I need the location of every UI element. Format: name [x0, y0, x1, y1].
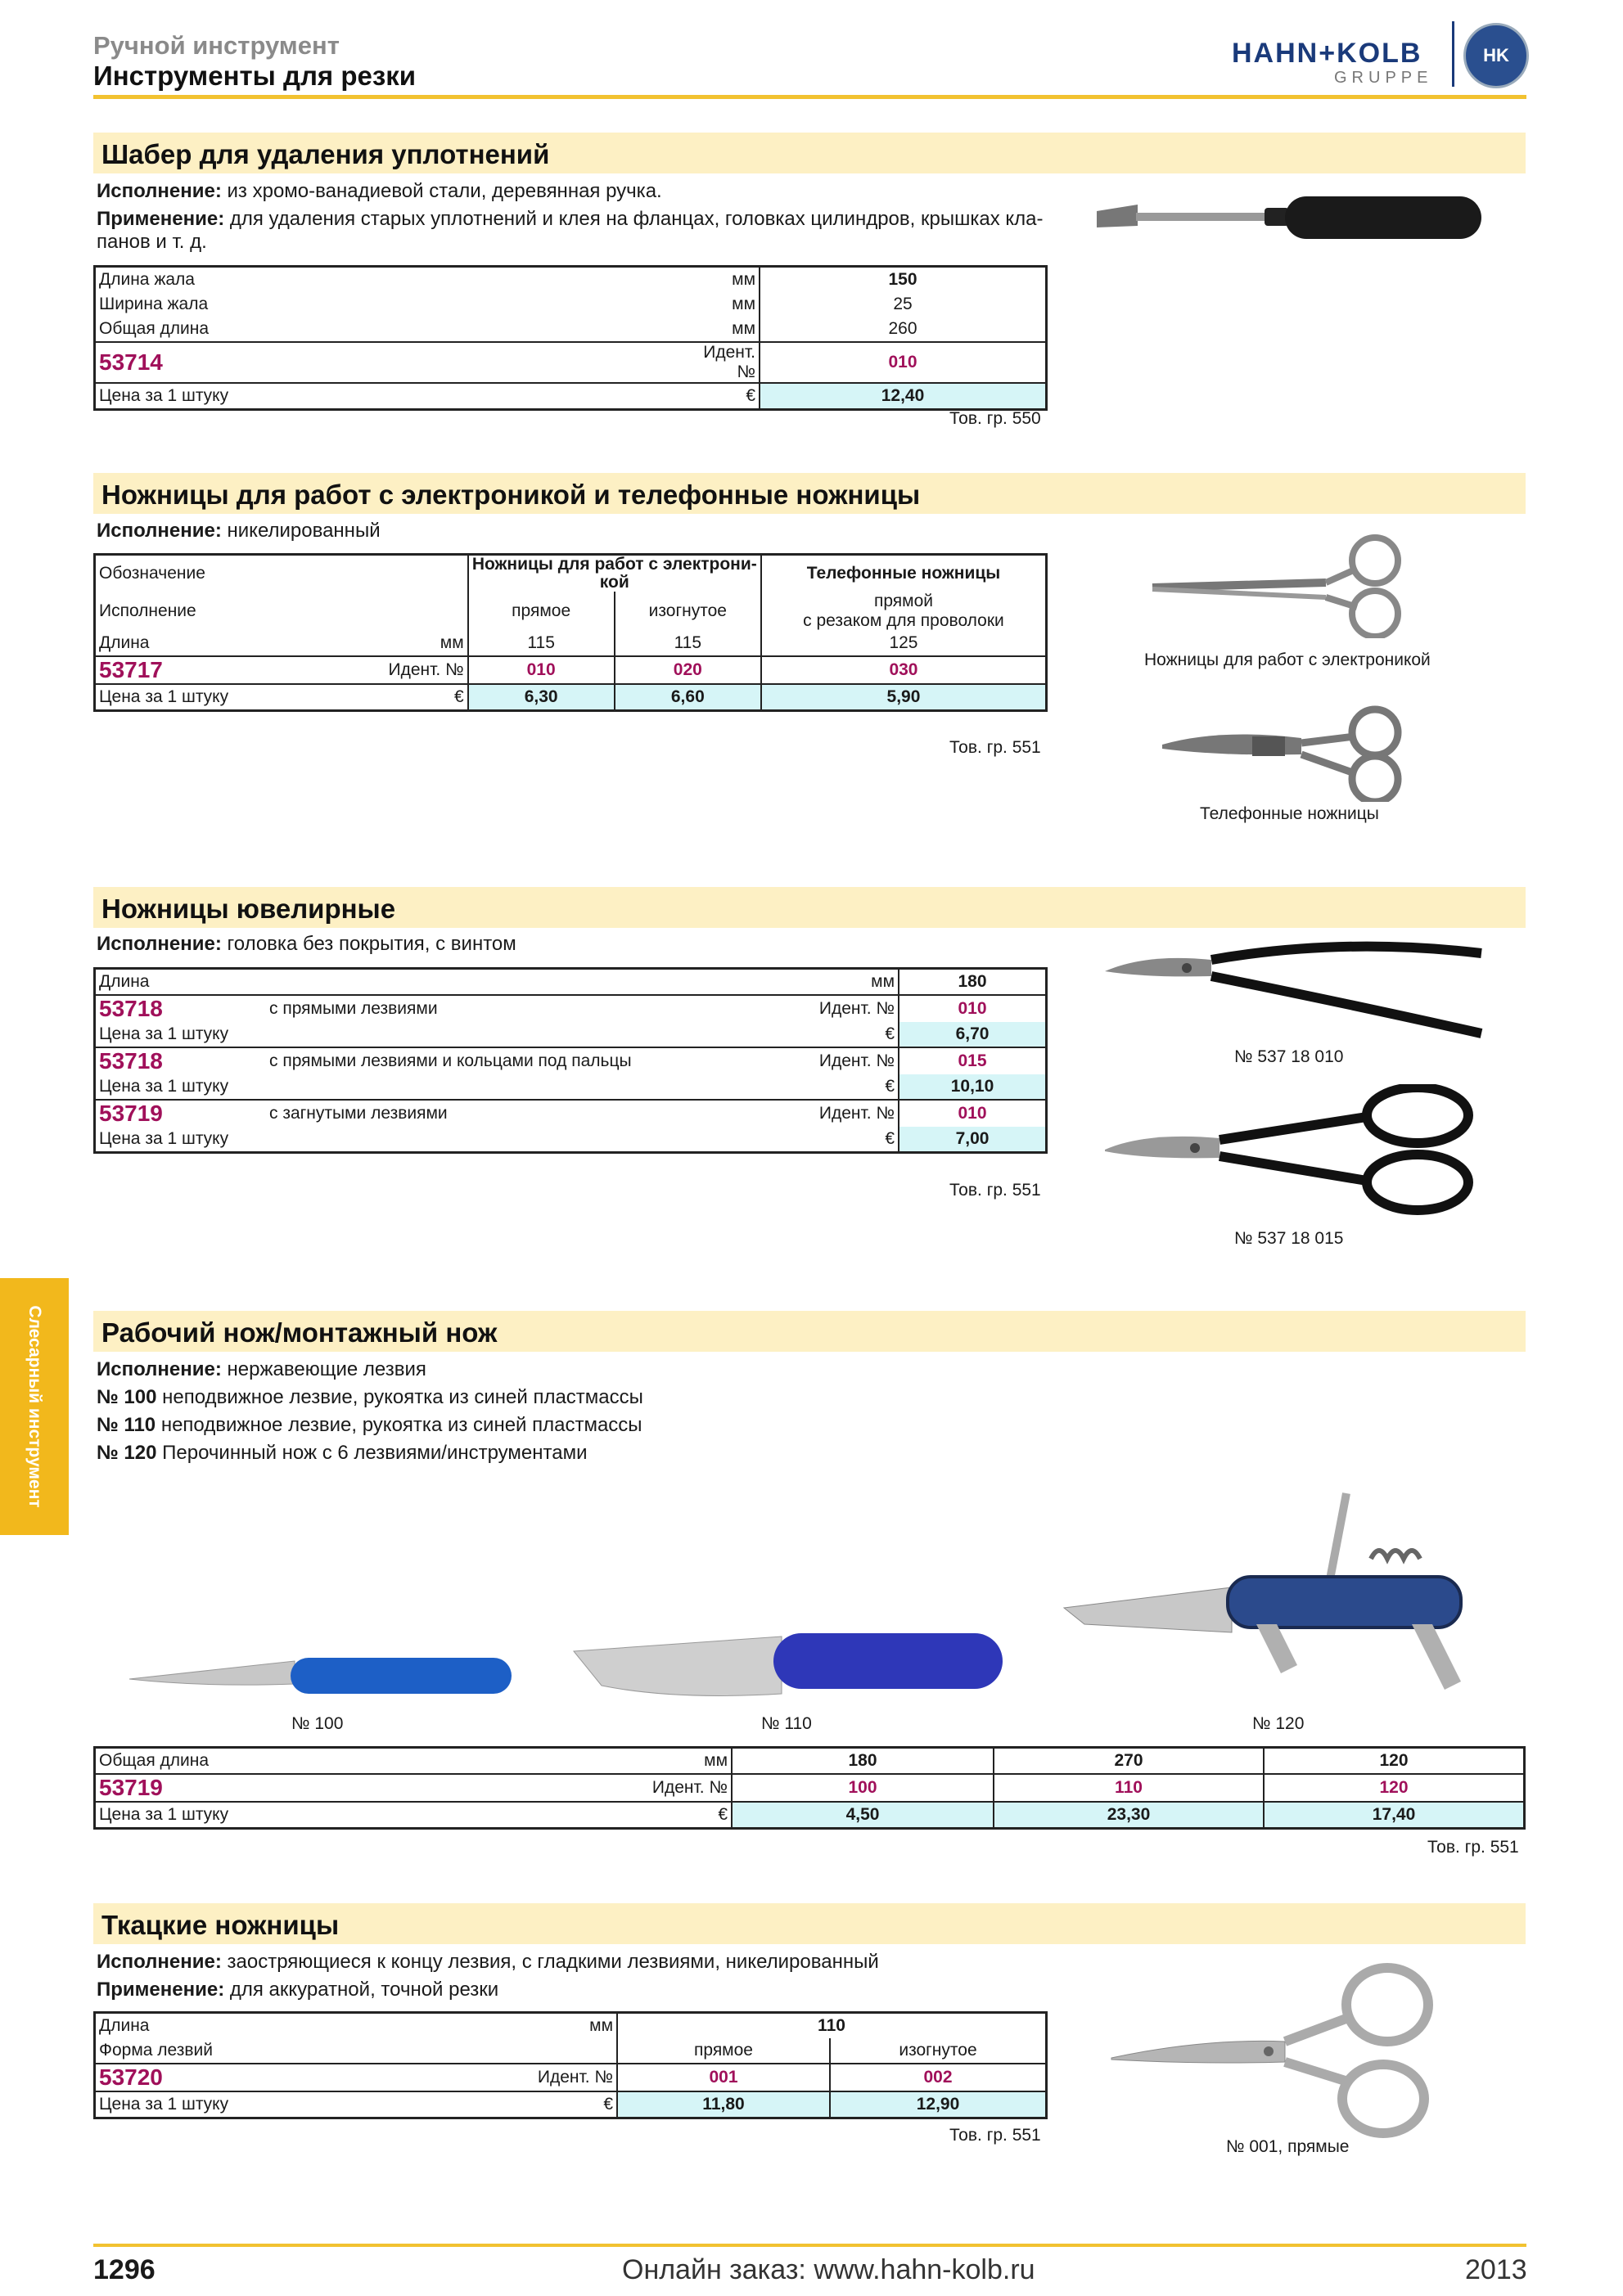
- product-group: Тов. гр. 550: [949, 409, 1041, 428]
- footer-year: 2013: [1465, 2254, 1527, 2285]
- section-title: Ножницы для работ с электроникой и телефонные ножницы: [101, 479, 921, 510]
- image-caption: № 537 18 010: [1234, 1047, 1344, 1066]
- section-header: [93, 887, 1526, 928]
- app-line: Применение: для аккуратной, точной резки: [97, 1979, 499, 2001]
- spec-table: Длина жала мм 150 Ширина жала мм 25 Общая длина мм 260 53714 Идент. № 010 Цена за 1 штуку € 12,40: [93, 265, 1048, 411]
- page-title: Инструменты для резки: [93, 61, 417, 91]
- product-group: Тов. гр. 551: [949, 738, 1041, 757]
- exec-line: Исполнение: из хромо-ванадиевой стали, деревянная ручка.: [97, 180, 662, 202]
- article-number: 53719: [99, 1775, 163, 1800]
- app-line: Применение: для удаления старых уплотнений и клея на фланцах, головках цилиндров, крышках кла-: [97, 208, 1044, 230]
- spec-table: Общая длина мм 180 270 120 53719 Идент. № 100 110 120 Цена за 1 штуку € 4,50 23,30 17,40: [93, 1746, 1526, 1830]
- image-caption: Ножницы для работ с электроникой: [1144, 651, 1431, 669]
- section-title: Ткацкие ножницы: [101, 1910, 340, 1940]
- page-number: 1296: [93, 2254, 156, 2285]
- footer-rule: [93, 2244, 1526, 2247]
- side-tab-label: Слесарный инструмент: [25, 1305, 44, 1508]
- image-caption: № 120: [1252, 1714, 1305, 1733]
- pocket-knife-image: [1060, 1485, 1502, 1706]
- weaving-scissors-image: [1105, 1960, 1449, 2140]
- section-title: Ножницы ювелирные: [101, 894, 396, 924]
- image-caption: № 110: [761, 1714, 812, 1733]
- electronics-scissors-image: [1146, 532, 1440, 638]
- spec-table: Длина мм 180 53718 с прямыми лезвиями Идент. № 010 Цена за 1 штуку € 6,70 53718 с прямыми лезвиями и кольцами под пальцы Идент. № 015 Цена за 1 штуку € 10,10 53719 с загнутыми лезвиями Идент. № 010 Цена за 1 штуку € 7,00: [93, 967, 1048, 1154]
- header-rule: [93, 95, 1526, 99]
- exec-line: Исполнение: никелированный: [97, 520, 381, 542]
- jewelry-scissors-rings-image: [1097, 1084, 1490, 1215]
- image-caption: Телефонные ножницы: [1200, 804, 1379, 823]
- item-line: № 120 Перочинный нож с 6 лезвиями/инструментами: [97, 1442, 588, 1464]
- section-header: [93, 1311, 1526, 1352]
- jewelry-scissors-image: [1097, 937, 1490, 1043]
- side-tab: [0, 1278, 69, 1535]
- exec-line: Исполнение: нержавеющие лезвия: [97, 1358, 426, 1380]
- exec-line: Исполнение: головка без покрытия, с винтом: [97, 933, 516, 955]
- section-header: [93, 133, 1526, 173]
- knife-100-image: [123, 1645, 516, 1710]
- spec-table: Обозначение Ножницы для работ с электрони- кой Телефонные ножницы Исполнение прямое изогнутое прямой с резаком для проволоки Длина мм 115 115 125 53717 Идент. № 010 020 030 Цена за 1 штуку € 6,30 6,60 5,90: [93, 553, 1048, 712]
- image-caption: № 100: [291, 1714, 344, 1733]
- knife-110-image: [569, 1628, 1011, 1718]
- order-link[interactable]: Онлайн заказ: www.hahn-kolb.ru: [622, 2254, 1035, 2285]
- exec-line: Исполнение: заостряющиеся к концу лезвия, с гладкими лезвиями, никелированный: [97, 1951, 879, 1973]
- price: 12,40: [760, 383, 1047, 410]
- article-number: 53714: [99, 349, 163, 375]
- product-group: Тов. гр. 551: [1427, 1838, 1519, 1857]
- logo-badge-icon: HK: [1463, 23, 1529, 88]
- product-group: Тов. гр. 551: [949, 1181, 1041, 1200]
- product-group: Тов. гр. 551: [949, 2126, 1041, 2145]
- header-category: Ручной инструмент: [93, 31, 340, 60]
- brand-logo: HAHN+KOLB: [1232, 38, 1422, 69]
- ident-number: 010: [760, 342, 1047, 383]
- scraper-image: [1089, 180, 1498, 254]
- image-caption: № 537 18 015: [1234, 1229, 1344, 1248]
- spec-table: Длина мм 110 Форма лезвий прямое изогнутое 53720 Идент. № 001 002 Цена за 1 штуку € 11,80 12,90: [93, 2011, 1048, 2119]
- section-title: Рабочий нож/монтажный нож: [101, 1317, 498, 1348]
- item-line: № 110 неподвижное лезвие, рукоятка из синей пластмассы: [97, 1414, 642, 1436]
- article-number: 53720: [99, 2064, 163, 2090]
- section-header: [93, 473, 1526, 514]
- logo-divider: [1452, 21, 1454, 87]
- article-number: 53717: [99, 657, 163, 682]
- item-line: № 100 неподвижное лезвие, рукоятка из синей пластмассы: [97, 1386, 643, 1408]
- app-line-2: панов и т. д.: [97, 231, 207, 253]
- section-header: [93, 1903, 1526, 1944]
- image-caption: № 001, прямые: [1226, 2137, 1350, 2156]
- brand-logo-sub: GRUPPE: [1334, 69, 1433, 87]
- telephone-scissors-image: [1154, 704, 1432, 802]
- section-title: Шабер для удаления уплотнений: [101, 139, 550, 169]
